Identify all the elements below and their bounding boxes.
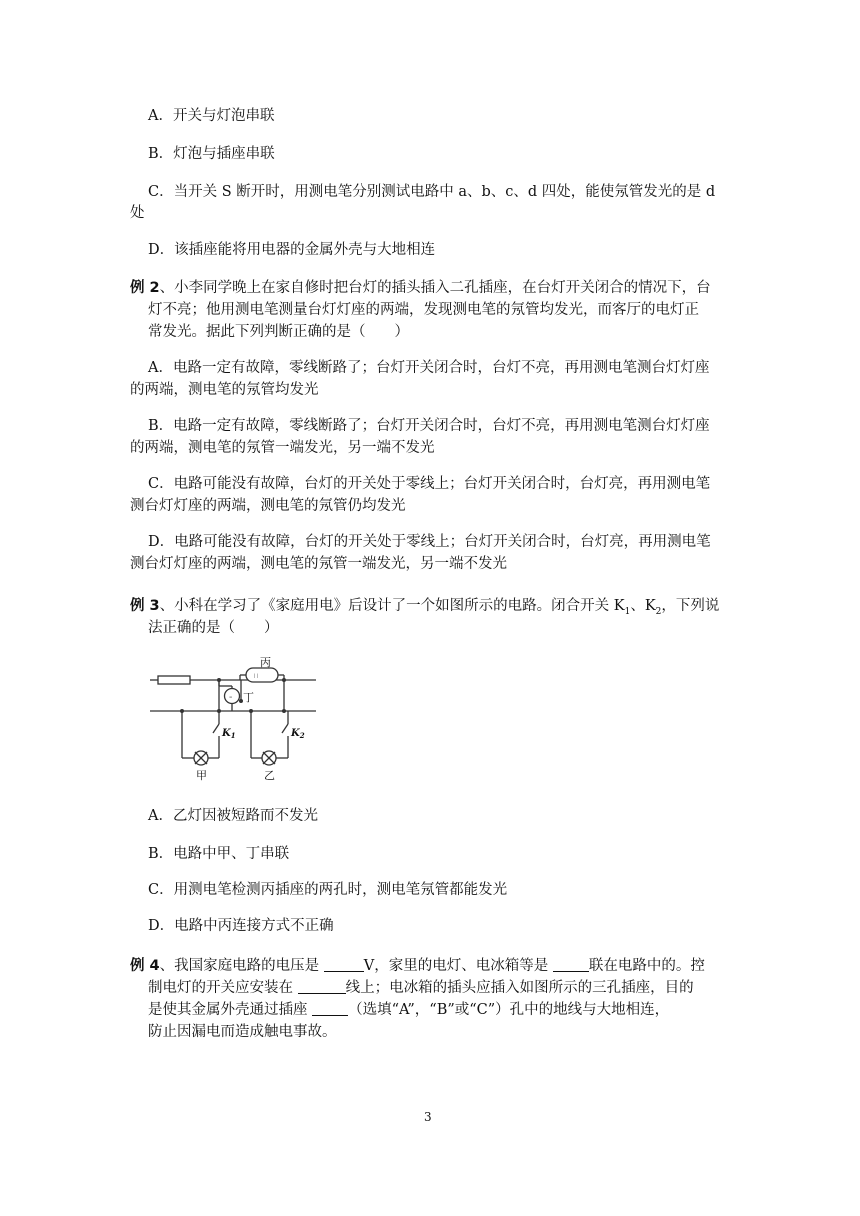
page-number: 3 bbox=[424, 1110, 432, 1124]
example2-stem-line3: 常发光。据此下列判断正确的是（ ） bbox=[148, 324, 409, 340]
example4-line3: 是使其金属外壳通过插座 （选填“A”，“B”或“C”）孔中的地线与大地相连， bbox=[148, 1002, 670, 1018]
socket-bing-icon bbox=[246, 668, 278, 682]
blank-hole[interactable] bbox=[312, 1001, 348, 1016]
example2-option-a-line1: A．电路一定有故障，零线断路了；台灯开关闭合时，台灯不亮，再用测电笔测台灯灯座 bbox=[148, 360, 710, 376]
example4-line1: 例 4、我国家庭电路的电压是 V，家里的电灯、电冰箱等是 联在电路中的。控 bbox=[130, 958, 705, 974]
example2-option-c-line1: C．电路可能没有故障，台灯的开关处于零线上；台灯开关闭合时，台灯亮，再用测电笔 bbox=[148, 476, 711, 492]
label-ding: 丁 bbox=[243, 691, 254, 704]
svg-text:=: = bbox=[229, 694, 233, 699]
blank-wire[interactable] bbox=[298, 979, 346, 994]
example4-line4: 防止因漏电而造成触电事故。 bbox=[148, 1024, 337, 1040]
fuse-icon bbox=[158, 676, 190, 684]
label-bing: 丙 bbox=[260, 656, 271, 669]
label-k1: $K_1$ bbox=[222, 728, 236, 740]
option-c-prev-line2: 处 bbox=[130, 205, 145, 221]
example3-option-c: C．用测电笔检测丙插座的两孔时，测电笔氖管都能发光 bbox=[148, 882, 508, 898]
example3-label: 例 3 bbox=[130, 598, 160, 614]
example3-option-d: D．电路中丙连接方式不正确 bbox=[148, 918, 334, 934]
example2-option-b-line2: 的两端，测电笔的氖管一端发光，另一端不发光 bbox=[130, 440, 435, 456]
example3-option-b: B．电路中甲、丁串联 bbox=[148, 846, 290, 862]
example3-stem-line2: 法正确的是（ ） bbox=[148, 620, 279, 636]
option-a-prev: A．开关与灯泡串联 bbox=[148, 108, 275, 124]
option-c-prev-line1: C．当开关 S 断开时，用测电笔分别测试电路中 a、b、c、d 四处，能使氖管发光的是 d bbox=[148, 184, 716, 200]
example2-option-c-line2: 测台灯灯座的两端，测电笔的氖管仍均发光 bbox=[130, 498, 406, 514]
example4-line2: 制电灯的开关应安装在 线上；电冰箱的插头应插入如图所示的三孔插座，目的 bbox=[148, 980, 694, 996]
example2-label: 例 2 bbox=[130, 280, 160, 296]
blank-voltage[interactable] bbox=[324, 957, 364, 972]
blank-connection[interactable] bbox=[553, 957, 589, 972]
example3-stem-line1: 例 3、小科在学习了《家庭用电》后设计了一个如图所示的电路。闭合开关 $K_1$、$K_2$，下列说 bbox=[130, 598, 720, 617]
example2-stem-line2: 灯不亮；他用测电笔测量台灯灯座的两端，发现测电笔的氖管均发光，而客厅的电灯正 bbox=[148, 302, 699, 318]
example3-option-a: A．乙灯因被短路而不发光 bbox=[148, 808, 318, 824]
label-k2: $K_2$ bbox=[291, 728, 305, 740]
option-d-prev: D．该插座能将用电器的金属外壳与大地相连 bbox=[148, 242, 436, 258]
label-jia: 甲 bbox=[196, 769, 207, 782]
example4-label: 例 4 bbox=[130, 958, 160, 974]
example2-stem-line1: 例 2、小李同学晚上在家自修时把台灯的插头插入二孔插座，在台灯开关闭合的情况下，台 bbox=[130, 280, 711, 296]
example2-option-d-line1: D．电路可能没有故障，台灯的开关处于零线上；台灯开关闭合时，台灯亮，再用测电笔 bbox=[148, 534, 711, 550]
svg-text:| |: | | bbox=[254, 673, 258, 678]
circuit-diagram bbox=[150, 656, 330, 782]
option-b-prev: B．灯泡与插座串联 bbox=[148, 146, 275, 162]
example2-option-d-line2: 测台灯灯座的两端，测电笔的氖管一端发光，另一端不发光 bbox=[130, 556, 507, 572]
example2-option-b-line1: B．电路一定有故障，零线断路了；台灯开关闭合时，台灯不亮，再用测电笔测台灯灯座 bbox=[148, 418, 710, 434]
switch-k1-icon bbox=[213, 724, 219, 733]
switch-k2-icon bbox=[282, 724, 288, 733]
example2-option-a-line2: 的两端，测电笔的氖管均发光 bbox=[130, 382, 319, 398]
label-yi: 乙 bbox=[264, 769, 275, 782]
